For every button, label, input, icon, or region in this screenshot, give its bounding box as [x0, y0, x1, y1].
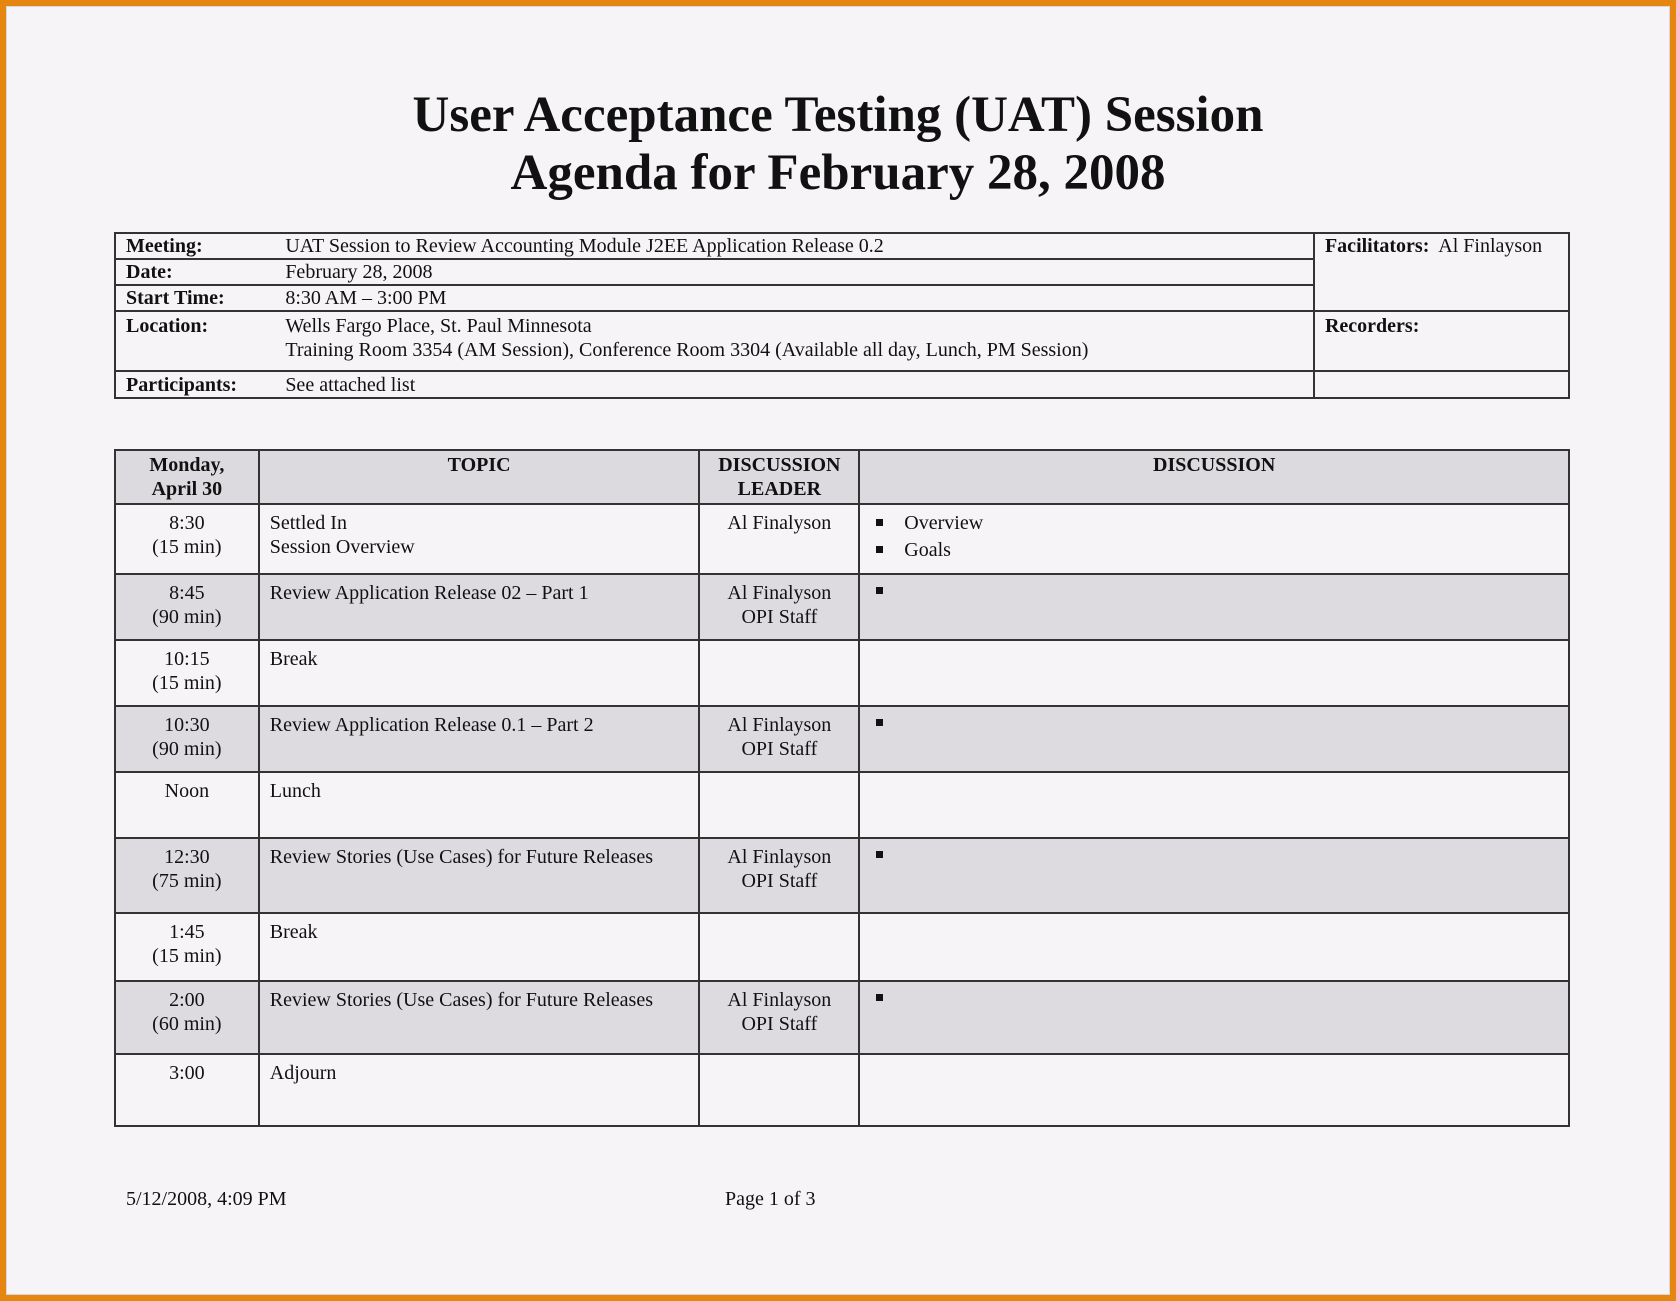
time-value: 10:15 [164, 648, 210, 670]
topic-line-2: Session Overview [269, 536, 415, 558]
bullet-marker [870, 988, 1558, 1006]
topic-line-1: Break [269, 921, 318, 943]
leader-cell [699, 640, 859, 706]
duration-value: (15 min) [152, 945, 222, 967]
header-leader-line-1: DISCUSSION [718, 454, 841, 476]
participants-value: See attached list [275, 371, 1314, 398]
topic-line-1: Settled In [269, 512, 347, 534]
topic-cell [259, 574, 700, 640]
time-cell [115, 574, 259, 640]
table-row [115, 838, 1569, 913]
leader-cell [699, 838, 859, 913]
header-leader [699, 450, 859, 504]
leader-cell [699, 504, 859, 574]
bullet-marker [870, 845, 1558, 863]
topic-line-1: Review Stories (Use Cases) for Future Releases [269, 846, 653, 868]
time-value: 10:30 [164, 714, 210, 736]
footer-timestamp: 5/12/2008, 4:09 PM [126, 1188, 287, 1210]
time-cell [115, 640, 259, 706]
participants-label: Participants: [115, 371, 275, 398]
table-row [115, 640, 1569, 706]
date-value: February 28, 2008 [275, 259, 1314, 285]
meeting-value: UAT Session to Review Accounting Module J2EE Application Release 0.2 [275, 233, 1314, 259]
empty-side-cell [1314, 371, 1569, 398]
duration-value: (90 min) [152, 738, 222, 760]
time-cell [115, 504, 259, 574]
topic-cell [259, 913, 700, 981]
facilitators-label: Facilitators: [1324, 235, 1430, 257]
topic-cell [259, 504, 700, 574]
time-value: 12:30 [164, 846, 210, 868]
recorders-label: Recorders: [1324, 315, 1420, 337]
time-value: Noon [164, 780, 210, 802]
duration-value: (15 min) [152, 672, 222, 694]
header-day-line-2: April 30 [151, 478, 223, 500]
leader-cell [699, 706, 859, 772]
time-cell [115, 1054, 259, 1126]
bullet-marker [870, 713, 1558, 731]
topic-cell [259, 772, 700, 838]
footer-page-number: Page 1 of 3 [725, 1188, 816, 1210]
location-label: Location: [115, 311, 275, 371]
bullet-marker [870, 581, 1558, 599]
start-time-value: 8:30 AM – 3:00 PM [275, 285, 1314, 311]
discussion-cell [859, 838, 1569, 913]
topic-cell [259, 981, 700, 1054]
time-cell [115, 981, 259, 1054]
facilitators-value: Al Finlayson [1438, 235, 1543, 257]
bullet-item: Goals [870, 538, 1558, 562]
duration-value: (15 min) [152, 536, 222, 558]
time-value: 2:00 [169, 989, 205, 1011]
header-day-line-1: Monday, [149, 454, 225, 476]
topic-line-1: Review Stories (Use Cases) for Future Releases [269, 989, 653, 1011]
bullet-item: Overview [870, 511, 1558, 535]
topic-cell [259, 640, 700, 706]
discussion-cell [859, 772, 1569, 838]
date-label: Date: [115, 259, 275, 285]
leader-line-1: Al Finalyson [727, 512, 832, 534]
document-title [0, 86, 1676, 202]
time-value: 3:00 [169, 1062, 205, 1084]
leader-cell [699, 981, 859, 1054]
leader-line-1: Al Finlayson [727, 714, 832, 736]
topic-cell [259, 706, 700, 772]
topic-line-1: Review Application Release 0.1 – Part 2 [269, 714, 594, 736]
leader-cell [699, 913, 859, 981]
start-time-label: Start Time: [115, 285, 275, 311]
discussion-cell [859, 913, 1569, 981]
header-leader-line-2: LEADER [737, 478, 822, 500]
topic-line-1: Adjourn [269, 1062, 337, 1084]
leader-line-2: OPI Staff [741, 606, 818, 628]
table-row [115, 913, 1569, 981]
topic-cell [259, 838, 700, 913]
duration-value: (75 min) [152, 870, 222, 892]
header-day [115, 450, 259, 504]
leader-line-2: OPI Staff [741, 1013, 818, 1035]
topic-line-1: Break [269, 648, 318, 670]
discussion-cell [859, 640, 1569, 706]
table-row [115, 772, 1569, 838]
table-row [115, 1054, 1569, 1126]
topic-cell [259, 1054, 700, 1126]
discussion-cell [859, 1054, 1569, 1126]
leader-cell [699, 1054, 859, 1126]
location-line-1: Wells Fargo Place, St. Paul Minnesota [285, 315, 592, 337]
discussion-cell [859, 574, 1569, 640]
title-line-2: Agenda for February 28, 2008 [510, 145, 1166, 201]
time-cell [115, 838, 259, 913]
table-row [115, 706, 1569, 772]
meeting-info-table [114, 232, 1570, 399]
leader-line-1: Al Finlayson [727, 989, 832, 1011]
header-discussion: DISCUSSION [859, 450, 1569, 504]
recorders-cell [1314, 311, 1569, 371]
time-cell [115, 913, 259, 981]
leader-line-2: OPI Staff [741, 870, 818, 892]
discussion-cell [859, 504, 1569, 574]
discussion-cell [859, 706, 1569, 772]
time-value: 1:45 [169, 921, 205, 943]
discussion-cell [859, 981, 1569, 1054]
table-row [115, 981, 1569, 1054]
meeting-label: Meeting: [115, 233, 275, 259]
leader-line-1: Al Finalyson [727, 582, 832, 604]
location-line-2: Training Room 3354 (AM Session), Conference Room 3304 (Available all day, Lunch, PM Session) [285, 339, 1089, 361]
duration-value: (60 min) [152, 1013, 222, 1035]
time-cell [115, 772, 259, 838]
time-value: 8:45 [169, 582, 205, 604]
leader-line-1: Al Finlayson [727, 846, 832, 868]
topic-line-1: Review Application Release 02 – Part 1 [269, 582, 589, 604]
title-line-1: User Acceptance Testing (UAT) Session [412, 87, 1264, 143]
table-row [115, 504, 1569, 574]
leader-cell [699, 574, 859, 640]
duration-value: (90 min) [152, 606, 222, 628]
topic-line-1: Lunch [269, 780, 321, 802]
time-cell [115, 706, 259, 772]
leader-cell [699, 772, 859, 838]
table-row [115, 574, 1569, 640]
location-value [275, 311, 1314, 371]
header-topic: TOPIC [259, 450, 700, 504]
leader-line-2: OPI Staff [741, 738, 818, 760]
agenda-table [114, 449, 1570, 1127]
facilitators-cell [1314, 233, 1569, 311]
time-value: 8:30 [169, 512, 205, 534]
